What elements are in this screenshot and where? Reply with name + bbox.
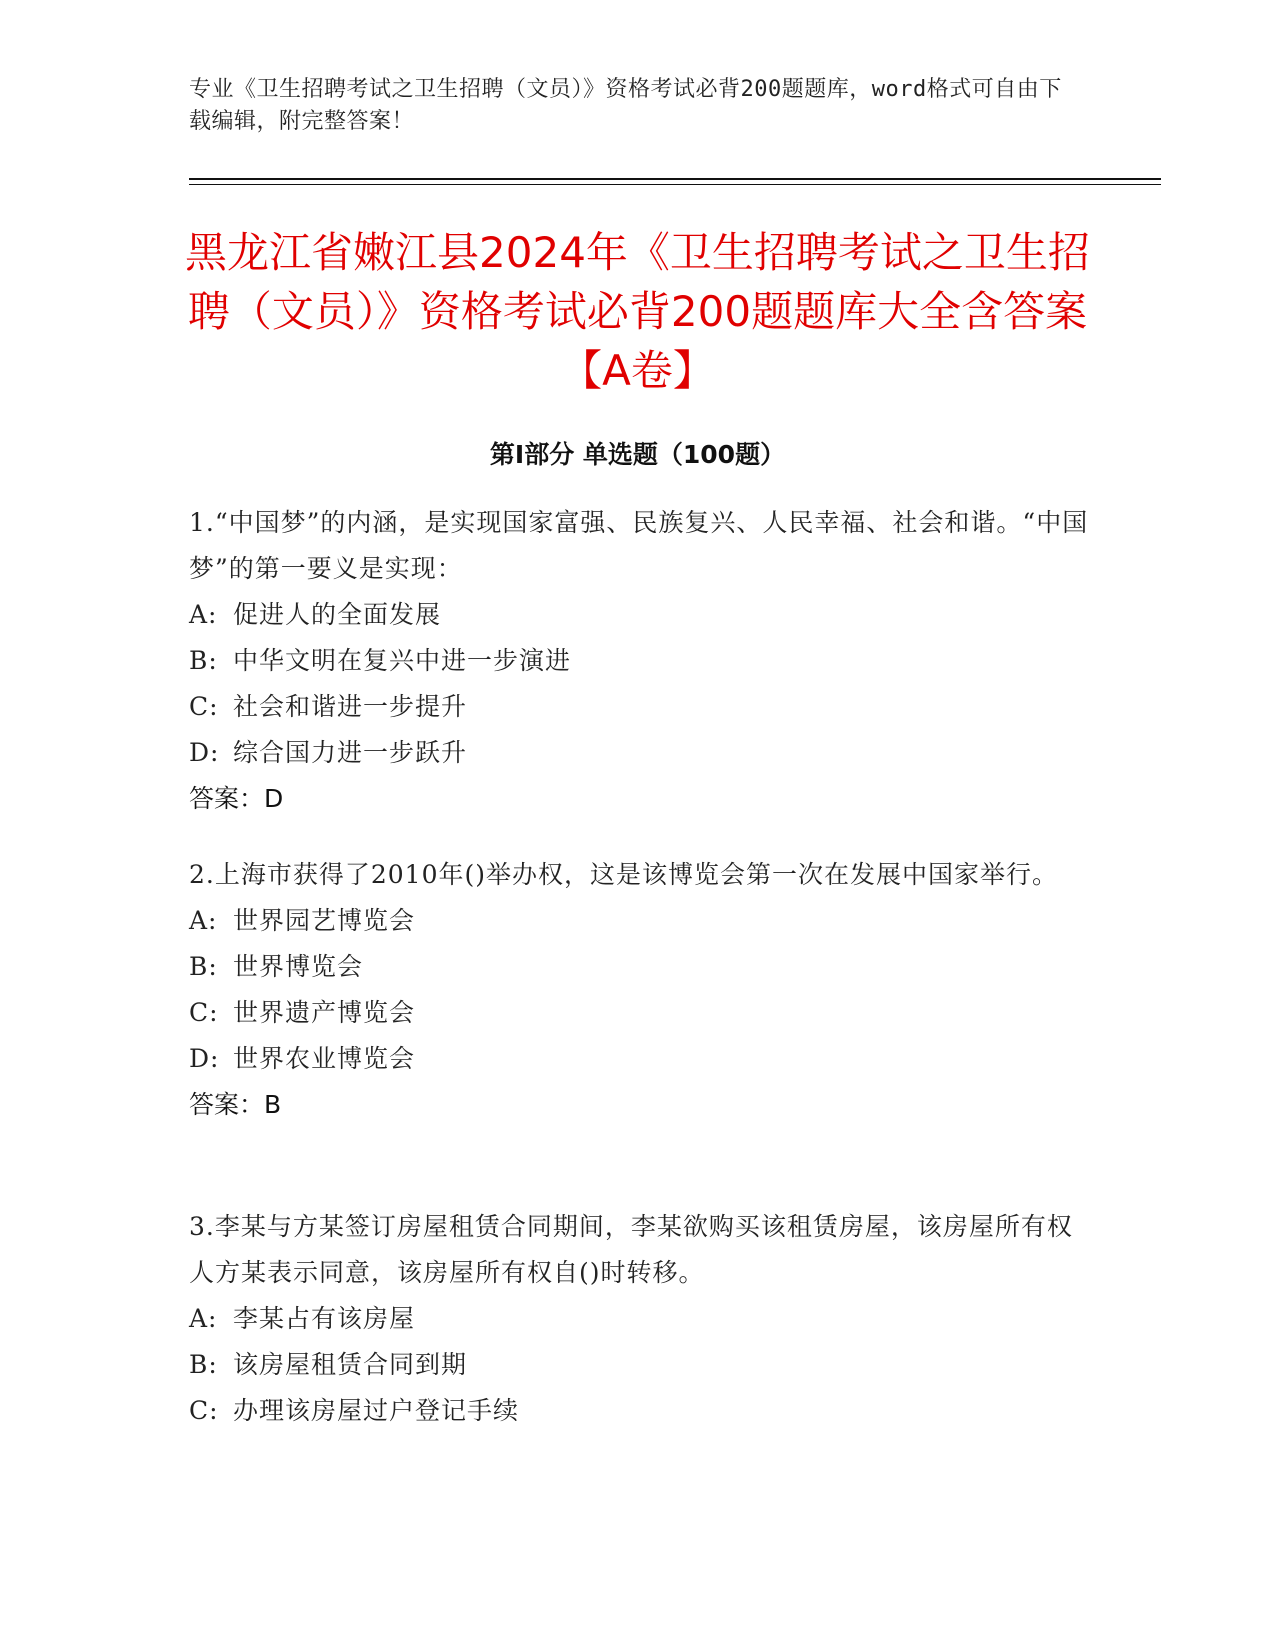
- option-letter: C:: [189, 692, 219, 721]
- header-rule-thin: [189, 184, 1161, 185]
- option-text: 中华文明在复兴中进一步演进: [233, 646, 572, 675]
- document-title: 黑龙江省嫩江县2024年《卫生招聘考试之卫生招聘（文员）》资格考试必背200题题库大全含答案【A卷】: [185, 228, 1090, 395]
- option-letter: D:: [189, 1044, 220, 1073]
- section-heading: 第Ⅰ部分 单选题（100题）: [489, 440, 786, 469]
- option-text: 该房屋租赁合同到期: [233, 1350, 468, 1379]
- option-text: 世界博览会: [233, 952, 364, 981]
- question-text: 1.“中国梦”的内涵，是实现国家富强、民族复兴、人民幸福、社会和谐。“中国梦”的第一要义是实现：: [189, 508, 1089, 583]
- option-letter: B:: [189, 646, 218, 675]
- option-text: 世界园艺博览会: [233, 906, 416, 935]
- option-letter: D:: [189, 738, 220, 767]
- answer: 答案：D: [189, 784, 284, 813]
- option-letter: B:: [189, 952, 218, 981]
- option-a: [189, 592, 1089, 638]
- question-1: [189, 500, 1089, 822]
- option-letter: C:: [189, 998, 219, 1027]
- option-c: [189, 990, 1089, 1036]
- option-c: [189, 1388, 1089, 1434]
- option-letter: C:: [189, 1396, 219, 1425]
- question-text: 2.上海市获得了2010年()举办权，这是该博览会第一次在发展中国家举行。: [189, 860, 1058, 889]
- option-text: 社会和谐进一步提升: [233, 692, 468, 721]
- option-letter: A:: [189, 1304, 218, 1333]
- question-2: [189, 852, 1089, 1128]
- option-letter: A:: [189, 600, 218, 629]
- answer: 答案：B: [189, 1090, 282, 1119]
- option-d: [189, 730, 1089, 776]
- option-letter: B:: [189, 1350, 218, 1379]
- option-text: 促进人的全面发展: [233, 600, 442, 629]
- option-a: [189, 1296, 1089, 1342]
- option-text: 世界遗产博览会: [233, 998, 416, 1027]
- option-text: 李某占有该房屋: [233, 1304, 416, 1333]
- option-d: [189, 1036, 1089, 1082]
- question-text: 3.李某与方某签订房屋租赁合同期间，李某欲购买该租赁房屋，该房屋所有权人方某表示同意，该房屋所有权自()时转移。: [189, 1212, 1073, 1287]
- option-b: [189, 944, 1089, 990]
- option-b: [189, 1342, 1089, 1388]
- option-letter: A:: [189, 906, 218, 935]
- header-rule-thick: [189, 178, 1161, 180]
- option-c: [189, 684, 1089, 730]
- header-note: 专业《卫生招聘考试之卫生招聘（文员）》资格考试必背200题题库，word格式可自由下载编辑，附完整答案！: [189, 77, 1062, 134]
- option-text: 办理该房屋过户登记手续: [233, 1396, 520, 1425]
- question-3: [189, 1204, 1089, 1434]
- option-text: 世界农业博览会: [233, 1044, 416, 1073]
- option-a: [189, 898, 1089, 944]
- option-b: [189, 638, 1089, 684]
- option-text: 综合国力进一步跃升: [233, 738, 468, 767]
